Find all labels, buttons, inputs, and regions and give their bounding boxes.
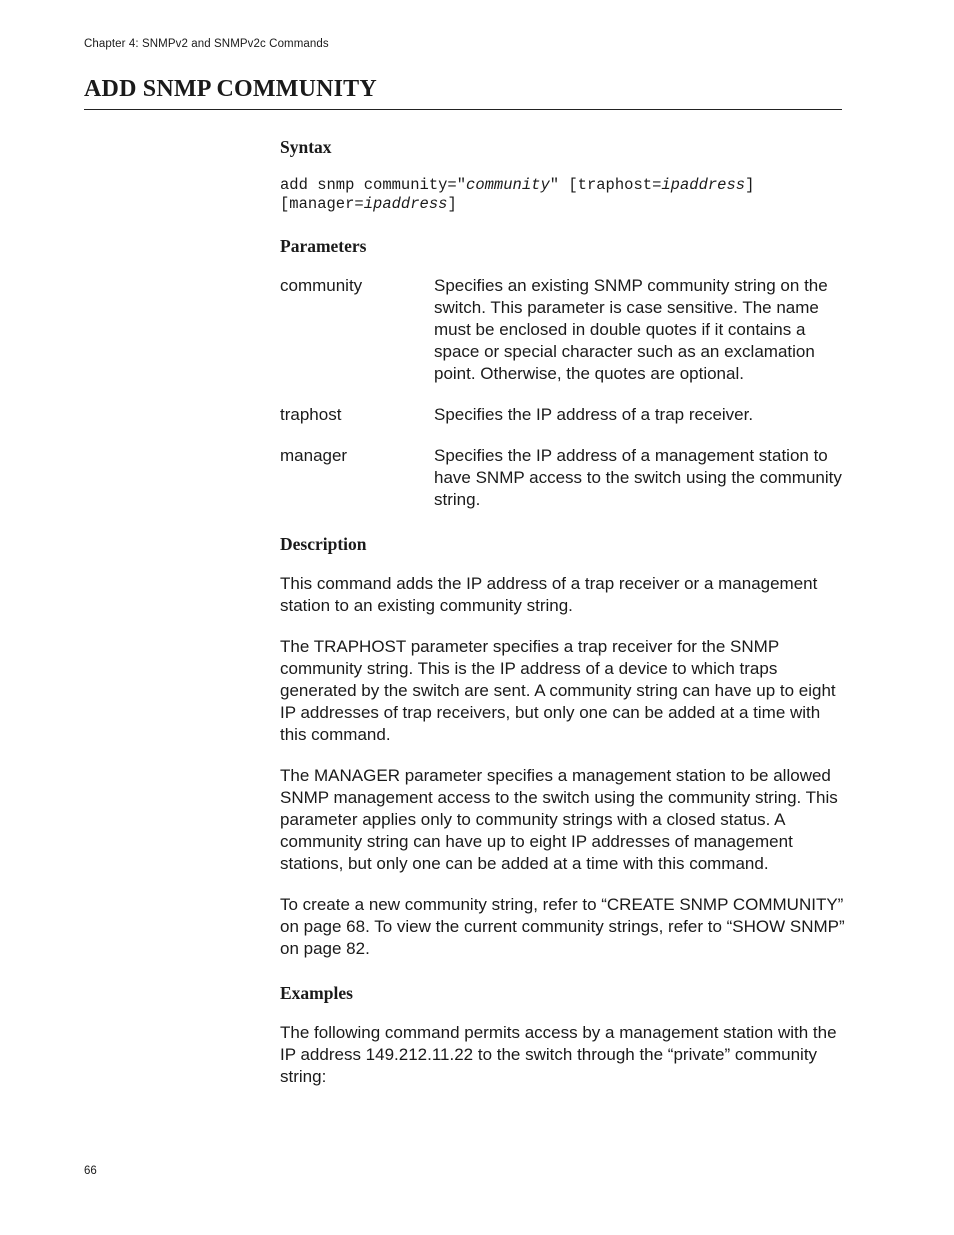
content — [280, 136, 845, 1107]
syntax-heading: Syntax — [280, 137, 332, 157]
title-rule — [84, 109, 842, 110]
description-paragraph: This command adds the IP address of a trap receiver or a management station to an existing community string. — [280, 574, 818, 615]
description-paragraph: The TRAPHOST parameter specifies a trap receiver for the SNMP community string. This is the IP address of a device to which traps generated by the switch are sent. A community string can have up to eight IP addresses of trap receivers, but only one can be added at a time with this command. — [280, 637, 836, 744]
syntax-line-2 — [280, 195, 845, 214]
syntax-text: ] — [745, 176, 755, 194]
param-row-community — [280, 275, 845, 385]
page-number: 66 — [84, 1165, 97, 1177]
param-name: community — [280, 276, 363, 295]
parameters-heading: Parameters — [280, 236, 367, 256]
syntax-text: " [traphost= — [549, 176, 662, 194]
syntax-text: add snmp community=" — [280, 176, 467, 194]
running-header: Chapter 4: SNMPv2 and SNMPv2c Commands — [84, 38, 329, 50]
syntax-text: ] — [447, 194, 457, 213]
param-description: Specifies an existing SNMP community string on the switch. This parameter is case sensitive. The name must be enclosed in double quotes if it contains a space or special character such as an exclamation point. Otherwise, the quotes are optional. — [434, 276, 828, 383]
page-title: ADD SNMP COMMUNITY — [84, 76, 377, 102]
param-row-traphost — [280, 404, 845, 426]
param-description: Specifies the IP address of a management station to have SNMP access to the switch using the community string. — [434, 446, 842, 509]
examples-paragraph: The following command permits access by a management station with the IP address 149.212.11.22 to the switch through the “private” community string: — [280, 1023, 837, 1086]
syntax-variable: community — [466, 176, 550, 194]
param-name: traphost — [280, 405, 342, 424]
examples-heading: Examples — [280, 983, 353, 1003]
syntax-block — [280, 176, 845, 213]
syntax-variable: ipaddress — [363, 194, 448, 213]
syntax-line-1 — [280, 176, 845, 195]
syntax-variable: ipaddress — [661, 176, 746, 194]
description-heading: Description — [280, 534, 367, 554]
description-paragraph: To create a new community string, refer to “CREATE SNMP COMMUNITY” on page 68. To view the current community strings, refer to “SHOW SNMP” on page 82. — [280, 895, 845, 958]
param-description: Specifies the IP address of a trap receiver. — [434, 405, 754, 424]
syntax-text: [manager= — [280, 194, 364, 213]
description-paragraph: The MANAGER parameter specifies a management station to be allowed SNMP management access to the switch using the community string. This parameter applies only to community strings with a closed status. A community string can have up to eight IP addresses of management stations, but only one can be added at a time with this command. — [280, 766, 838, 873]
param-row-manager — [280, 445, 845, 511]
param-name: manager — [280, 446, 348, 465]
